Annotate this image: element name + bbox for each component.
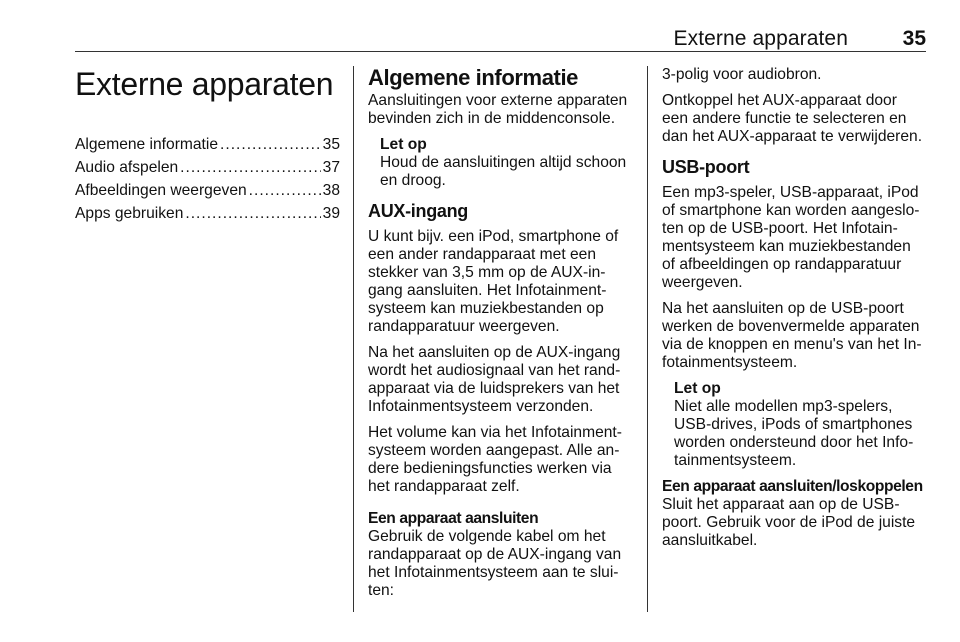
connect-usb-paragraph: Sluit het apparaat aan op de USB-poort. Gebruik voor de iPod de juiste aansluitkabel. xyxy=(662,496,916,549)
toc-page: 38 xyxy=(322,182,340,199)
toc-page: 35 xyxy=(322,136,340,153)
header-divider xyxy=(75,51,926,52)
aux-paragraph-2: Na het aansluiten op de AUX-ingang wordt het audiosignaal van het rand-apparaat via de luidsprekers van het Infotainmentsysteem verzonden. xyxy=(368,344,621,415)
page-header xyxy=(75,28,926,50)
note-box xyxy=(380,136,633,190)
note-title: Let op xyxy=(380,136,427,153)
aux-paragraph-1: U kunt bijv. een iPod, smartphone of een ander randapparaat met een stekker van 3,5 mm op de AUX-in-gang aansluiten. Het Infotainment-systeem kan muziekbestanden op randapparatuur weergeven. xyxy=(368,228,619,335)
running-title: Externe apparaten xyxy=(673,27,848,50)
toc-item[interactable] xyxy=(75,136,340,159)
column-divider-1 xyxy=(353,66,354,612)
column-divider-2 xyxy=(647,66,648,612)
column-1 xyxy=(75,60,340,228)
page-number: 35 xyxy=(902,27,926,50)
note-box xyxy=(674,380,927,470)
toc-leader xyxy=(180,159,320,177)
usb-paragraph-2: Na het aansluiten op de USB-poort werken de bovenvermelde apparaten via de knoppen en menu's van het In-fotainmentsysteem. xyxy=(662,300,922,371)
toc-item[interactable] xyxy=(75,182,340,205)
toc-leader xyxy=(220,136,321,154)
aux-paragraph-3: Het volume kan via het Infotainment-systeem worden aangepast. Alle an-dere bedieningsfuncties werken via het randapparaat zelf. xyxy=(368,424,622,495)
intro-paragraph: Aansluitingen voor externe apparaten bevinden zich in de middenconsole. xyxy=(368,92,628,127)
note-text: Niet alle modellen mp3-spelers, USB-drives, iPods of smartphones worden ondersteund door het Info-tainmentsysteem. xyxy=(674,398,914,469)
section-heading-usb: USB-poort xyxy=(662,157,750,177)
toc-page: 39 xyxy=(322,205,340,222)
toc-label: Apps gebruiken xyxy=(75,205,184,222)
usb-paragraph-1: Een mp3-speler, USB-apparaat, iPod of smartphone kan worden aangeslo-ten op de USB-poort. Het Infotain-mentsysteem kan muziekbestanden of afbeeldingen op randapparatuur weergeven. xyxy=(662,184,920,291)
section-heading-aux: AUX-ingang xyxy=(368,201,468,221)
chapter-title: Externe apparaten xyxy=(75,66,334,102)
table-of-contents xyxy=(75,136,340,228)
toc-leader xyxy=(185,205,320,223)
connect-aux-paragraph: Gebruik de volgende kabel om het randapparaat op de AUX-ingang van het Infotainmentsysteem aan te slui-ten: xyxy=(368,528,622,599)
toc-label: Afbeeldingen weergeven xyxy=(75,182,247,199)
note-title: Let op xyxy=(674,380,721,397)
note-text: Houd de aansluitingen altijd schoon en droog. xyxy=(380,154,627,189)
subheading-connect-usb: Een apparaat aansluiten/loskoppelen xyxy=(662,478,923,495)
column-2 xyxy=(368,60,633,608)
toc-label: Audio afspelen xyxy=(75,159,179,176)
toc-page: 37 xyxy=(322,159,340,176)
toc-item[interactable] xyxy=(75,159,340,182)
toc-leader xyxy=(249,182,321,200)
column-3 xyxy=(662,60,927,558)
toc-label: Algemene informatie xyxy=(75,136,219,153)
subheading-connect-aux: Een apparaat aansluiten xyxy=(368,510,539,527)
aux-paragraph-5: Ontkoppel het AUX-apparaat door een andere functie te selecteren en dan het AUX-apparaat te verwijderen. xyxy=(662,92,923,145)
section-heading-general: Algemene informatie xyxy=(368,65,579,90)
toc-item[interactable] xyxy=(75,205,340,228)
aux-paragraph-4: 3-polig voor audiobron. xyxy=(662,66,822,83)
